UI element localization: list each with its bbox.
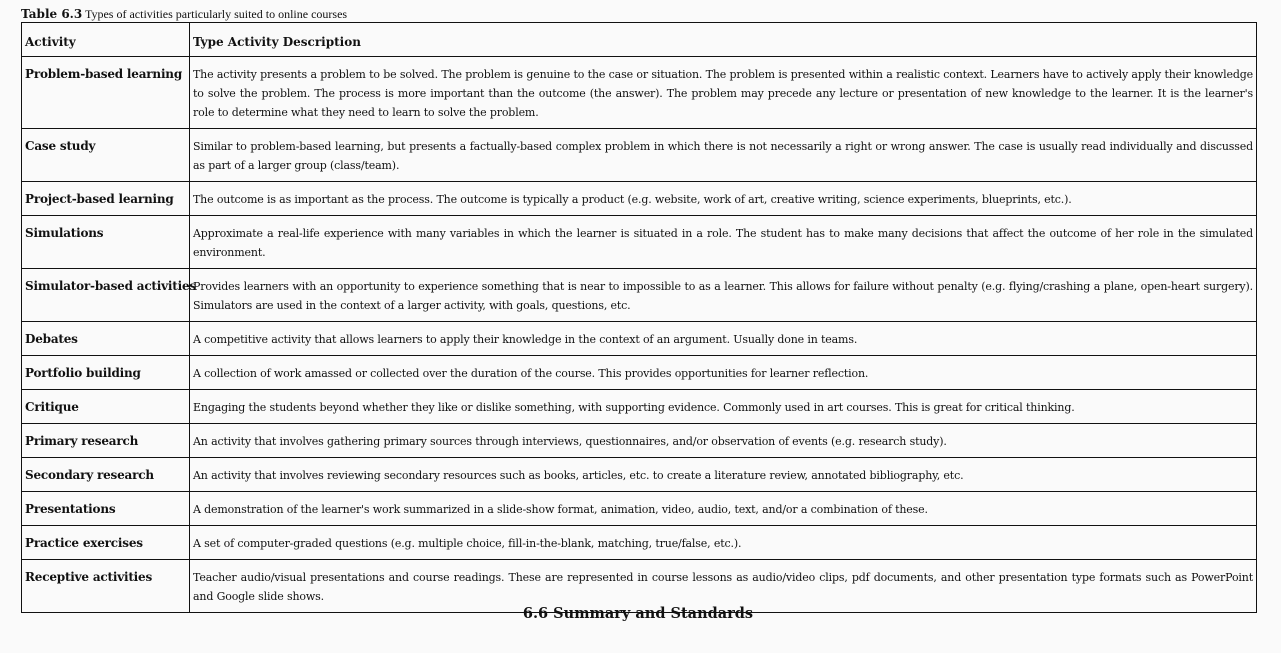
table-caption-text: Types of activities particularly suited to online courses bbox=[82, 7, 348, 21]
activity-description: Teacher audio/visual presentations and course readings. These are represented in course lessons as audio/video clips, pdf documents, and other presentation type formats such as PowerPoint and Google slide shows. bbox=[190, 560, 1257, 613]
activity-name: Simulations bbox=[22, 216, 190, 269]
table-row bbox=[22, 216, 1257, 269]
activity-name: Receptive activities bbox=[22, 560, 190, 613]
table-row bbox=[22, 269, 1257, 322]
table-row bbox=[22, 129, 1257, 182]
table-row bbox=[22, 492, 1257, 526]
activity-name: Portfolio building bbox=[22, 356, 190, 390]
activity-description: Engaging the students beyond whether they like or dislike something, with supporting evidence. Commonly used in art courses. This is great for critical thinking. bbox=[190, 390, 1257, 424]
column-header-activity: Activity bbox=[22, 23, 190, 57]
table-row bbox=[22, 57, 1257, 129]
section-heading: 6.6 Summary and Standards bbox=[522, 605, 754, 622]
activity-description: An activity that involves gathering primary sources through interviews, questionnaires, and/or observation of events (e.g. research study). bbox=[190, 424, 1257, 458]
activity-description: A demonstration of the learner's work summarized in a slide-show format, animation, video, audio, text, and/or a combination of these. bbox=[190, 492, 1257, 526]
activity-description: A set of computer-graded questions (e.g. multiple choice, fill-in-the-blank, matching, true/false, etc.). bbox=[190, 526, 1257, 560]
table-row bbox=[22, 322, 1257, 356]
activity-description: An activity that involves reviewing secondary resources such as books, articles, etc. to create a literature review, annotated bibliography, etc. bbox=[190, 458, 1257, 492]
activity-description: Approximate a real-life experience with many variables in which the learner is situated in a role. The student has to make many decisions that affect the outcome of her role in the simulated environment. bbox=[190, 216, 1257, 269]
activity-description: The activity presents a problem to be solved. The problem is genuine to the case or situation. The problem is presented within a realistic context. Learners have to actively apply their knowledge to solve the problem. The process is more important than the outcome (the answer). The problem may precede any lecture or presentation of new knowledge to the learner. It is the learner's role to determine what they need to learn to solve the problem. bbox=[190, 57, 1257, 129]
table-caption bbox=[21, 6, 347, 22]
activity-name: Simulator-based activities bbox=[22, 269, 190, 322]
activity-name: Case study bbox=[22, 129, 190, 182]
activity-name: Primary research bbox=[22, 424, 190, 458]
activity-name: Critique bbox=[22, 390, 190, 424]
activity-description: Similar to problem-based learning, but presents a factually-based complex problem in which there is not necessarily a right or wrong answer. The case is usually read individually and discussed as part of a larger group (class/team). bbox=[190, 129, 1257, 182]
activity-description: The outcome is as important as the process. The outcome is typically a product (e.g. website, work of art, creative writing, science experiments, blueprints, etc.). bbox=[190, 182, 1257, 216]
activity-description: A collection of work amassed or collected over the duration of the course. This provides opportunities for learner reflection. bbox=[190, 356, 1257, 390]
activity-name: Problem-based learning bbox=[22, 57, 190, 129]
activity-name: Practice exercises bbox=[22, 526, 190, 560]
activity-name: Presentations bbox=[22, 492, 190, 526]
table-row bbox=[22, 526, 1257, 560]
activity-name: Secondary research bbox=[22, 458, 190, 492]
activities-table bbox=[21, 22, 1257, 613]
table-header-row bbox=[22, 23, 1257, 57]
activity-description: Provides learners with an opportunity to experience something that is near to impossible to as a learner. This allows for failure without penalty (e.g. flying/crashing a plane, open-heart surgery). Simulators are used in the context of a larger activity, with goals, questions, etc. bbox=[190, 269, 1257, 322]
activity-name: Debates bbox=[22, 322, 190, 356]
activity-name: Project-based learning bbox=[22, 182, 190, 216]
table-row bbox=[22, 424, 1257, 458]
table-row bbox=[22, 356, 1257, 390]
table-row bbox=[22, 458, 1257, 492]
table-row bbox=[22, 390, 1257, 424]
activity-description: A competitive activity that allows learners to apply their knowledge in the context of an argument. Usually done in teams. bbox=[190, 322, 1257, 356]
table-number: Table 6.3 bbox=[21, 7, 83, 21]
column-header-description: Type Activity Description bbox=[190, 23, 1257, 57]
table-row bbox=[22, 182, 1257, 216]
